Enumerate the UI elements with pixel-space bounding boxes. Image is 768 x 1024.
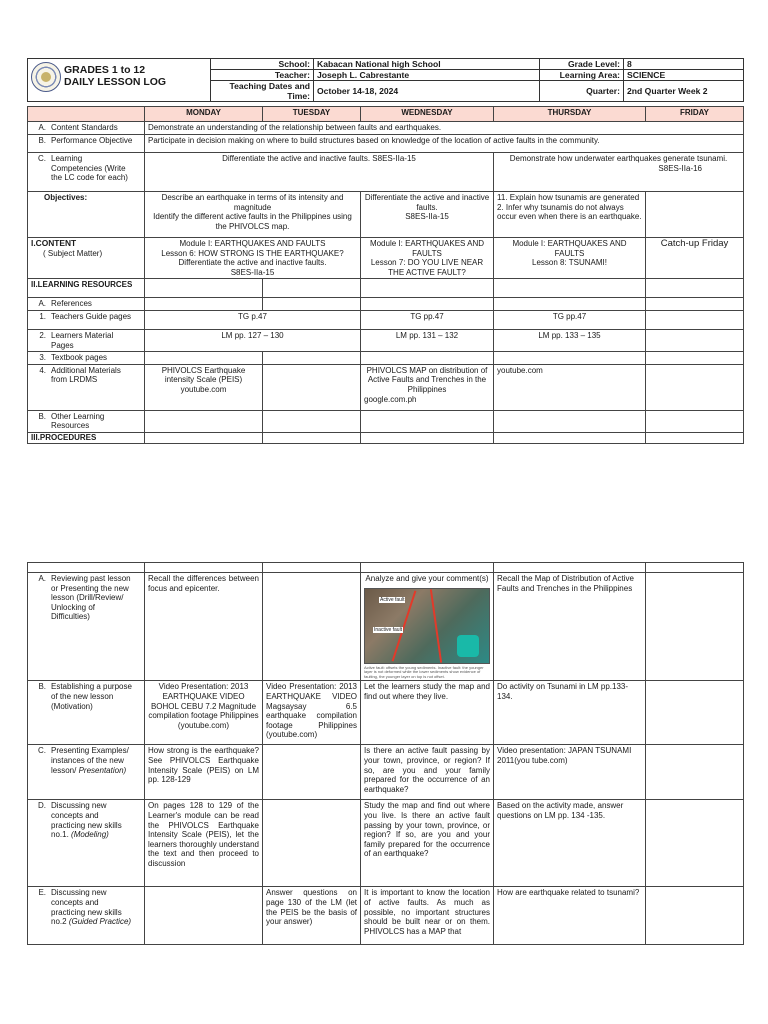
textbook-label bbox=[28, 352, 145, 365]
content-mon-line1: Module I: EARTHQUAKES AND FAULTS bbox=[179, 239, 326, 248]
lm-thu: LM pp. 133 – 135 bbox=[494, 329, 646, 351]
content-standards-text: Demonstrate an understanding of the relationship between faults and earthquakes. bbox=[145, 122, 744, 135]
objectives-mon bbox=[145, 192, 361, 238]
table-cell bbox=[361, 410, 494, 432]
table-cell bbox=[263, 364, 361, 410]
table-row bbox=[28, 745, 744, 800]
procedure-e-label bbox=[28, 887, 145, 945]
table-cell bbox=[646, 563, 744, 573]
days-header-empty bbox=[28, 107, 145, 122]
additional-wed-line1: PHIVOLCS MAP on distribution of Active Faults and Trenches in the Philippines bbox=[366, 365, 488, 394]
additional-label bbox=[28, 364, 145, 410]
procedure-b-tue: Video Presentation: 2013 EARTHQUAKE VIDEO Magsaysay 6.5 earthquake compilation footage Philippines (youtube.com) bbox=[263, 681, 361, 745]
table-cell bbox=[646, 800, 744, 887]
additional-wed-line2: google.com.ph bbox=[364, 394, 417, 404]
table-cell bbox=[145, 887, 263, 945]
content-fri: Catch-up Friday bbox=[646, 238, 744, 279]
table-row bbox=[28, 887, 744, 945]
row-label: Content Standards bbox=[51, 123, 118, 132]
dates-label-1: Teaching Dates and bbox=[211, 81, 314, 92]
day-thursday: THURSDAY bbox=[494, 107, 646, 122]
procedure-c-thu: Video presentation: JAPAN TSUNAMI 2011(you tube.com) bbox=[494, 745, 646, 800]
competencies-thu-line1: Demonstrate how underwater earthquakes generate tsunami. bbox=[509, 154, 728, 163]
lm-mon: LM pp. 127 – 130 bbox=[145, 329, 361, 351]
table-row bbox=[28, 410, 744, 432]
row-number: C. bbox=[38, 746, 46, 756]
table-cell bbox=[263, 352, 361, 365]
content-mon-line2: Lesson 6: HOW STRONG IS THE EARTHQUAKE? bbox=[161, 248, 344, 258]
row-number: 4. bbox=[39, 365, 46, 375]
table-cell bbox=[494, 410, 646, 432]
procedure-d-thu: Based on the activity made, answer questions on LM pp. 134 -135. bbox=[494, 800, 646, 887]
inactive-fault-tag: Inactive fault bbox=[374, 626, 403, 633]
row-number: B. bbox=[38, 411, 46, 421]
content-thu-line2: Lesson 8: TSUNAMI! bbox=[532, 258, 607, 268]
references-label bbox=[28, 298, 145, 311]
row-number: B. bbox=[38, 136, 46, 145]
lesson-table-top bbox=[27, 106, 744, 444]
table-cell bbox=[494, 432, 646, 443]
table-cell bbox=[263, 563, 361, 573]
active-fault-tag: Active fault bbox=[380, 596, 405, 603]
content-label bbox=[28, 238, 145, 279]
procedure-b-mon: Video Presentation: 2013 EARTHQUAKE VIDEO BOHOL CEBU 7.2 Magnitude compilation footage Philippines (youtube.com) bbox=[145, 681, 263, 745]
table-cell bbox=[145, 352, 263, 365]
procedure-c-wed: Is there an active fault passing by your town, province, or region? If so, are you and your family prepared for the occurrence of an earthquake? bbox=[361, 745, 494, 800]
table-cell bbox=[145, 410, 263, 432]
procedure-e-thu: How are earthquake related to tsunami? bbox=[494, 887, 646, 945]
table-cell bbox=[494, 298, 646, 311]
day-friday: FRIDAY bbox=[646, 107, 744, 122]
area-label: Learning Area: bbox=[540, 70, 624, 81]
table-cell bbox=[646, 352, 744, 365]
camera-lens-cap bbox=[457, 635, 479, 657]
row-label: Teachers Guide pages bbox=[51, 311, 132, 321]
table-row bbox=[28, 573, 744, 681]
row-label: Establishing a purpose of the new lesson (Motivation) bbox=[51, 682, 132, 711]
competencies-mon-wed: Differentiate the active and inactive faults. S8ES-IIa-15 bbox=[145, 153, 494, 192]
table-cell bbox=[361, 279, 494, 298]
teacher-label: Teacher: bbox=[211, 70, 314, 81]
row-number: C. bbox=[38, 154, 46, 163]
content-wed-line2: Lesson 7: DO YOU LIVE NEAR THE ACTIVE FAULT? bbox=[370, 258, 484, 277]
inactive-fault-line bbox=[430, 589, 442, 663]
row-label-text: Discussing new concepts and practicing new skills no.1. bbox=[51, 801, 122, 840]
table-cell bbox=[646, 298, 744, 311]
table-row bbox=[28, 153, 744, 192]
quarter-label: Quarter: bbox=[540, 81, 624, 102]
lm-wed: LM pp. 131 – 132 bbox=[361, 329, 494, 351]
fault-photo-caption: Active fault: offsets the young sediments. Inactive fault: the younger layer is not deformed while the lower sediments show evidence of faulting, the younger layer on top is not offset. bbox=[364, 664, 484, 679]
objectives-label: Objectives: bbox=[28, 192, 145, 238]
table-cell bbox=[646, 681, 744, 745]
competencies-thu-line2: S8ES-IIa-16 bbox=[658, 163, 702, 173]
table-row bbox=[28, 238, 744, 279]
row-label-text: Discussing new concepts and practicing new skills no.2 bbox=[51, 888, 122, 927]
table-row bbox=[28, 681, 744, 745]
procedure-e-tue: Answer questions on page 130 of the LM (let the PEIS be the basis of your answer) bbox=[263, 887, 361, 945]
additional-mon bbox=[145, 364, 263, 410]
procedure-a-label bbox=[28, 573, 145, 681]
table-cell bbox=[646, 410, 744, 432]
header-table bbox=[27, 58, 744, 102]
day-monday: MONDAY bbox=[145, 107, 263, 122]
row-number: A. bbox=[38, 123, 46, 132]
table-row bbox=[28, 310, 744, 329]
procedure-a-wed bbox=[361, 573, 494, 681]
procedure-a-mon: Recall the differences between focus and epicenter. bbox=[145, 573, 263, 681]
tg-mon: TG p.47 bbox=[145, 310, 361, 329]
table-row bbox=[28, 135, 744, 153]
row-label: Additional Materials from LRDMS bbox=[51, 365, 121, 385]
days-header-row bbox=[28, 107, 744, 122]
quarter-value: 2nd Quarter Week 2 bbox=[624, 81, 744, 102]
objectives-wed bbox=[361, 192, 494, 238]
table-cell bbox=[263, 298, 361, 311]
table-cell bbox=[646, 279, 744, 298]
header-title-line2: DAILY LESSON LOG bbox=[64, 76, 167, 88]
table-row bbox=[28, 563, 744, 573]
table-cell bbox=[263, 573, 361, 681]
objectives-fri bbox=[646, 192, 744, 238]
performance-text: Participate in decision making on where to build structures based on knowledge of the location of active faults in the community. bbox=[145, 135, 744, 153]
procedure-a-wed-text: Analyze and give your comment(s) bbox=[365, 574, 489, 583]
table-cell bbox=[145, 432, 263, 443]
content-thu bbox=[494, 238, 646, 279]
table-row bbox=[28, 279, 744, 298]
procedure-b-wed: Let the learners study the map and find out where they live. bbox=[361, 681, 494, 745]
lm-label bbox=[28, 329, 145, 351]
dates-label-2: Time: bbox=[211, 91, 314, 102]
procedure-d-wed: Study the map and find out where you live. Is there an active fault passing by your town, province, or region? If so, are you and your family prepared for the occurrence of an earthquake? bbox=[361, 800, 494, 887]
table-cell bbox=[646, 573, 744, 681]
content-mon-line3: Differentiate the active and inactive faults. bbox=[178, 258, 327, 268]
row-number: A. bbox=[38, 299, 46, 309]
table-cell bbox=[361, 563, 494, 573]
content-mon bbox=[145, 238, 361, 279]
row-number: 3. bbox=[39, 353, 46, 363]
content-heading: I.CONTENT bbox=[31, 238, 77, 248]
grade-label: Grade Level: bbox=[540, 59, 624, 70]
deped-seal-icon bbox=[31, 62, 61, 92]
content-wed-line1: Module I: EARTHQUAKES AND FAULTS bbox=[369, 239, 485, 258]
row-number: 1. bbox=[39, 311, 46, 321]
table-cell bbox=[145, 279, 263, 298]
additional-thu: youtube.com bbox=[494, 364, 646, 410]
area-value: SCIENCE bbox=[624, 70, 744, 81]
row-number: B. bbox=[38, 682, 46, 692]
table-cell bbox=[361, 432, 494, 443]
table-cell bbox=[646, 329, 744, 351]
table-cell bbox=[646, 432, 744, 443]
school-label: School: bbox=[211, 59, 314, 70]
table-row bbox=[28, 432, 744, 443]
day-tuesday: TUESDAY bbox=[263, 107, 361, 122]
school-value: Kabacan National high School bbox=[314, 59, 540, 70]
table-cell bbox=[28, 563, 145, 573]
table-row bbox=[28, 329, 744, 351]
tg-wed: TG pp.47 bbox=[361, 310, 494, 329]
table-cell bbox=[263, 410, 361, 432]
table-cell bbox=[145, 563, 263, 573]
objectives-mon-line2: Identify the different active faults in the Philippines using the PHIVOLCS map. bbox=[153, 212, 352, 231]
objectives-thu-line1: 11. Explain how tsunamis are generated bbox=[497, 193, 640, 202]
table-cell bbox=[646, 887, 744, 945]
procedure-b-thu: Do activity on Tsunami in LM pp.133-134. bbox=[494, 681, 646, 745]
row-label: Learning Competencies (Write the LC code for each) bbox=[51, 154, 128, 183]
row-label: Performance Objective bbox=[51, 136, 133, 145]
table-cell bbox=[646, 310, 744, 329]
competencies-thu bbox=[494, 153, 744, 192]
performance-label bbox=[28, 135, 145, 153]
content-subheading: ( Subject Matter) bbox=[43, 248, 103, 258]
additional-mon-line2: youtube.com bbox=[180, 384, 227, 394]
procedure-c-label bbox=[28, 745, 145, 800]
dates-value: October 14-18, 2024 bbox=[314, 81, 540, 102]
additional-wed bbox=[361, 364, 494, 410]
lesson-table-procedures bbox=[27, 562, 744, 945]
row-label-emphasis: (Modeling) bbox=[71, 830, 109, 840]
procedure-e-wed: It is important to know the location of active faults. As much as possible, no important structures should be built near or on them. PHIVOLCS has a MAP that bbox=[361, 887, 494, 945]
procedure-d-label bbox=[28, 800, 145, 887]
row-label bbox=[51, 888, 135, 926]
content-wed bbox=[361, 238, 494, 279]
procedure-d-mon: On pages 128 to 129 of the Learner's module can be read the PHIVOLCS Earthquake Intensity Scale (PEIS), let the learners thoroughly understand the text and then proceed to discussion bbox=[145, 800, 263, 887]
table-cell bbox=[361, 352, 494, 365]
row-label bbox=[51, 801, 135, 839]
table-cell bbox=[494, 563, 646, 573]
objectives-thu bbox=[494, 192, 646, 238]
row-number: D. bbox=[38, 801, 46, 811]
row-label-text: Presenting Examples/ instances of the new lesson/ bbox=[51, 746, 129, 775]
header-title bbox=[64, 64, 166, 88]
table-cell bbox=[263, 745, 361, 800]
row-label: Reviewing past lesson or Presenting the new lesson (Drill/Review/ Unlocking of Difficulties) bbox=[51, 574, 131, 622]
row-number: A. bbox=[38, 574, 46, 583]
objectives-thu-line2: 2. Infer why tsunamis do not always occur even when there is an earthquake. bbox=[497, 202, 642, 222]
content-mon-line4: S8ES-IIa-15 bbox=[230, 267, 275, 277]
competencies-label bbox=[28, 153, 145, 192]
procedures-label: III.PROCEDURES bbox=[28, 432, 145, 443]
table-cell bbox=[494, 352, 646, 365]
table-cell bbox=[646, 364, 744, 410]
row-label-emphasis: (Guided Practice) bbox=[68, 917, 132, 927]
table-cell bbox=[263, 432, 361, 443]
row-label bbox=[51, 746, 135, 775]
row-label: Other Learning Resources bbox=[51, 411, 105, 431]
table-row bbox=[28, 192, 744, 238]
table-cell bbox=[361, 298, 494, 311]
header-logo-cell bbox=[28, 59, 211, 102]
tg-thu: TG pp.47 bbox=[494, 310, 646, 329]
table-cell bbox=[494, 279, 646, 298]
procedure-c-mon: How strong is the earthquake? See PHIVOLCS Earthquake Intensity Scale (PEIS) on LM pp. 128-129 bbox=[145, 745, 263, 800]
row-label: References bbox=[51, 299, 92, 309]
table-row bbox=[28, 298, 744, 311]
table-row bbox=[28, 364, 744, 410]
tg-label bbox=[28, 310, 145, 329]
objectives-wed-line2: S8ES-IIa-15 bbox=[405, 212, 449, 222]
row-number: 2. bbox=[39, 330, 46, 340]
row-label-emphasis: Presentation) bbox=[78, 765, 127, 775]
teacher-value: Joseph L. Cabrestante bbox=[314, 70, 540, 81]
procedure-a-thu: Recall the Map of Distribution of Active Faults and Trenches in the Philippines bbox=[494, 573, 646, 681]
content-standards-label bbox=[28, 122, 145, 135]
grade-value: 8 bbox=[624, 59, 744, 70]
additional-mon-line1: PHIVOLCS Earthquake intensity Scale (PEIS) bbox=[161, 365, 246, 385]
row-label: Learners Material Pages bbox=[51, 330, 114, 350]
other-resources-label bbox=[28, 410, 145, 432]
content-thu-line1: Module I: EARTHQUAKES AND FAULTS bbox=[512, 239, 627, 258]
table-row bbox=[28, 352, 744, 365]
table-row bbox=[28, 800, 744, 887]
fault-photo bbox=[364, 588, 490, 664]
day-wednesday: WEDNESDAY bbox=[361, 107, 494, 122]
table-cell bbox=[263, 279, 361, 298]
header-title-line1: GRADES 1 to 12 bbox=[64, 64, 146, 76]
procedure-b-label bbox=[28, 681, 145, 745]
resources-label: II.LEARNING RESOURCES bbox=[28, 279, 145, 298]
table-cell bbox=[263, 800, 361, 887]
objectives-mon-line1: Describe an earthquake in terms of its intensity and magnitude bbox=[161, 193, 344, 212]
table-cell bbox=[145, 298, 263, 311]
row-number: E. bbox=[38, 888, 46, 898]
objectives-wed-line1: Differentiate the active and inactive faults. bbox=[364, 193, 490, 212]
table-row bbox=[28, 122, 744, 135]
row-label: Textbook pages bbox=[51, 353, 108, 363]
table-cell bbox=[646, 745, 744, 800]
